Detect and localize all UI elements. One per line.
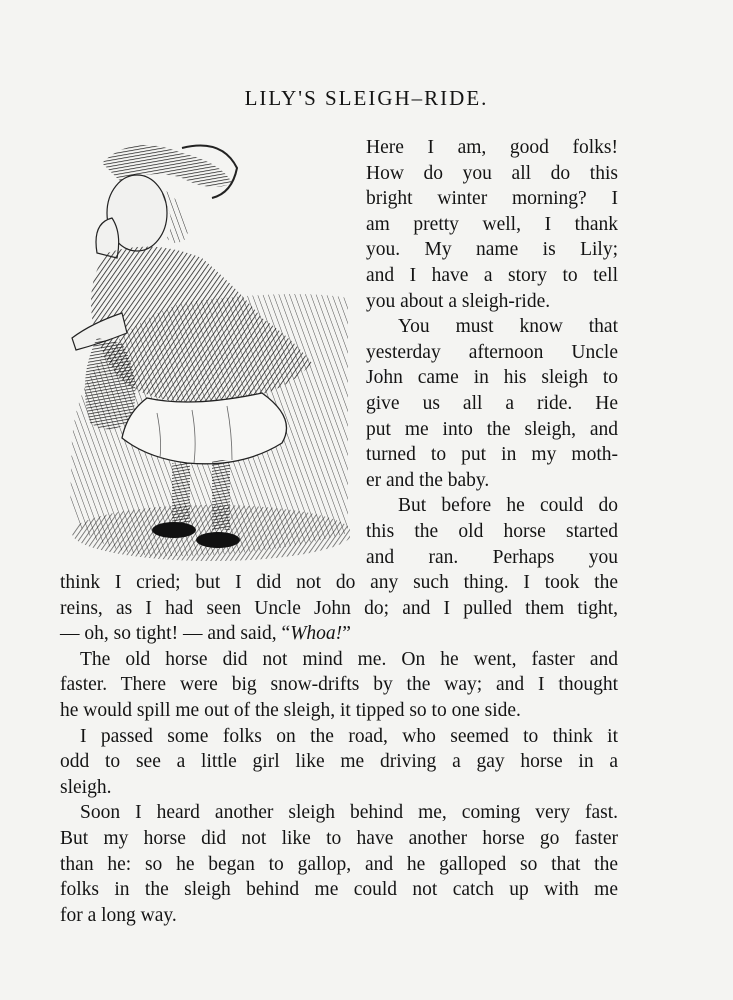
text-line: and ran. Perhaps you bbox=[366, 546, 618, 568]
text-line: But before he could do bbox=[398, 495, 618, 517]
text-line: am pretty well, I thank bbox=[366, 213, 618, 235]
text-line bbox=[60, 621, 618, 647]
text-line: put me into the sleigh, and bbox=[366, 418, 618, 440]
text-line: folks in the sleigh behind me could not catch up with me bbox=[60, 879, 618, 901]
text-line: than he: so he began to gallop, and he galloped so that the bbox=[60, 853, 618, 875]
text-line: reins, as I had seen Uncle John do; and I pulled them tight, bbox=[60, 597, 618, 619]
text-fragment: ” bbox=[342, 623, 351, 645]
text-line: Here I am, good folks! bbox=[366, 137, 618, 158]
chapter-title: LILY'S SLEIGH–RIDE. bbox=[244, 86, 489, 110]
text-line: But my horse did not like to have another horse go faster bbox=[60, 827, 618, 849]
text-line: Soon I heard another sleigh behind me, coming very fast. bbox=[80, 802, 618, 824]
text-line: sleigh. bbox=[60, 776, 112, 798]
text-line: turned to put in my moth- bbox=[366, 444, 618, 466]
text-line: yesterday afternoon Uncle bbox=[366, 341, 618, 363]
right-column-text bbox=[366, 135, 618, 570]
text-line: for a long way. bbox=[60, 904, 177, 926]
text-line: you about a sleigh-ride. bbox=[366, 290, 551, 312]
text-line: How do you all do this bbox=[366, 162, 618, 184]
whoa-exclamation: Whoa! bbox=[290, 623, 343, 645]
text-line: The old horse did not mind me. On he went, faster and bbox=[80, 648, 618, 670]
text-line: give us all a ride. He bbox=[366, 392, 618, 414]
full-width-text bbox=[60, 570, 618, 928]
text-line: and I have a story to tell bbox=[366, 264, 618, 286]
text-fragment: — oh, so tight! — and said, “ bbox=[60, 623, 291, 645]
text-line: odd to see a little girl like me driving a gay horse in a bbox=[60, 751, 618, 773]
girl-illustration bbox=[62, 138, 350, 566]
text-line: John came in his sleigh to bbox=[366, 367, 618, 389]
text-line: bright winter morning? I bbox=[366, 188, 618, 210]
text-line: You must know that bbox=[398, 316, 618, 338]
text-line: er and the baby. bbox=[366, 469, 490, 491]
text-line: I passed some folks on the road, who seemed to think it bbox=[80, 725, 618, 747]
text-line: think I cried; but I did not do any such thing. I took the bbox=[60, 572, 618, 593]
text-line: faster. There were big snow-drifts by the way; and I thought bbox=[60, 674, 618, 696]
text-line: you. My name is Lily; bbox=[366, 239, 618, 261]
text-line: this the old horse started bbox=[366, 520, 618, 542]
text-line: he would spill me out of the sleigh, it tipped so to one side. bbox=[60, 699, 521, 721]
